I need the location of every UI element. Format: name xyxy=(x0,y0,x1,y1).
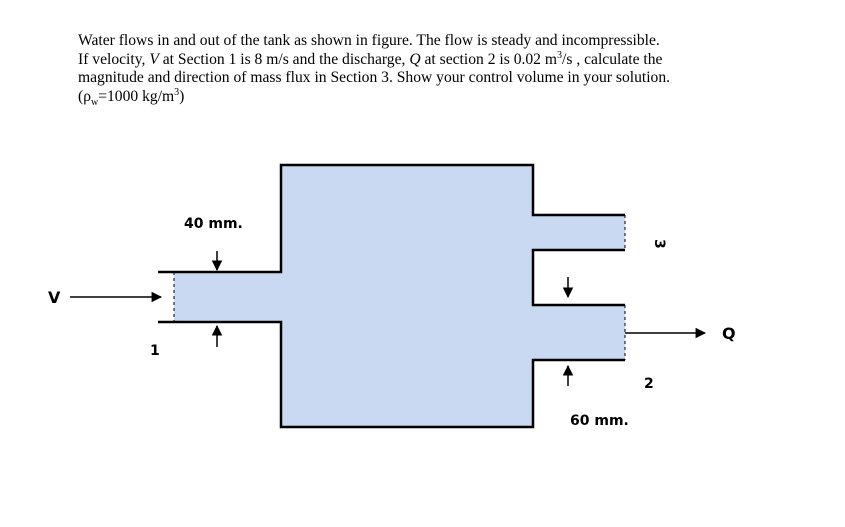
problem-text: at Section 1 is 8 m/s and the discharge, xyxy=(158,50,410,68)
section-1-label: 1 xyxy=(150,343,160,359)
exponent: 3 xyxy=(557,49,563,61)
problem-text: If velocity, xyxy=(78,50,150,68)
outlet-divider xyxy=(533,250,625,305)
problem-text: (ρ xyxy=(78,87,91,105)
discharge-label: Q xyxy=(722,324,736,343)
discharge-symbol: Q xyxy=(409,50,421,68)
problem-text: magnitude and direction of mass flux in Section 3. Show your control volume in your solution. xyxy=(78,69,671,86)
problem-text: =1000 kg/m xyxy=(98,87,175,105)
outlet-dim-label: 60 mm. xyxy=(570,413,629,429)
problem-text: ) xyxy=(179,87,185,105)
section-3-label: 3 xyxy=(651,239,667,249)
subscript: w xyxy=(90,96,99,108)
exponent: 3 xyxy=(174,86,180,98)
water-region xyxy=(174,165,625,427)
problem-text: Water flows in and out of the tank as shown in figure. The flow is steady and incompressible. xyxy=(78,32,660,49)
section-2-label: 2 xyxy=(644,376,654,392)
inlet-dim-label: 40 mm. xyxy=(184,216,243,232)
velocity-symbol: V xyxy=(149,50,159,68)
velocity-label: V xyxy=(48,288,61,307)
problem-text: at section 2 is 0.02 m xyxy=(420,50,558,68)
problem-text: /s , calculate the xyxy=(562,50,663,68)
